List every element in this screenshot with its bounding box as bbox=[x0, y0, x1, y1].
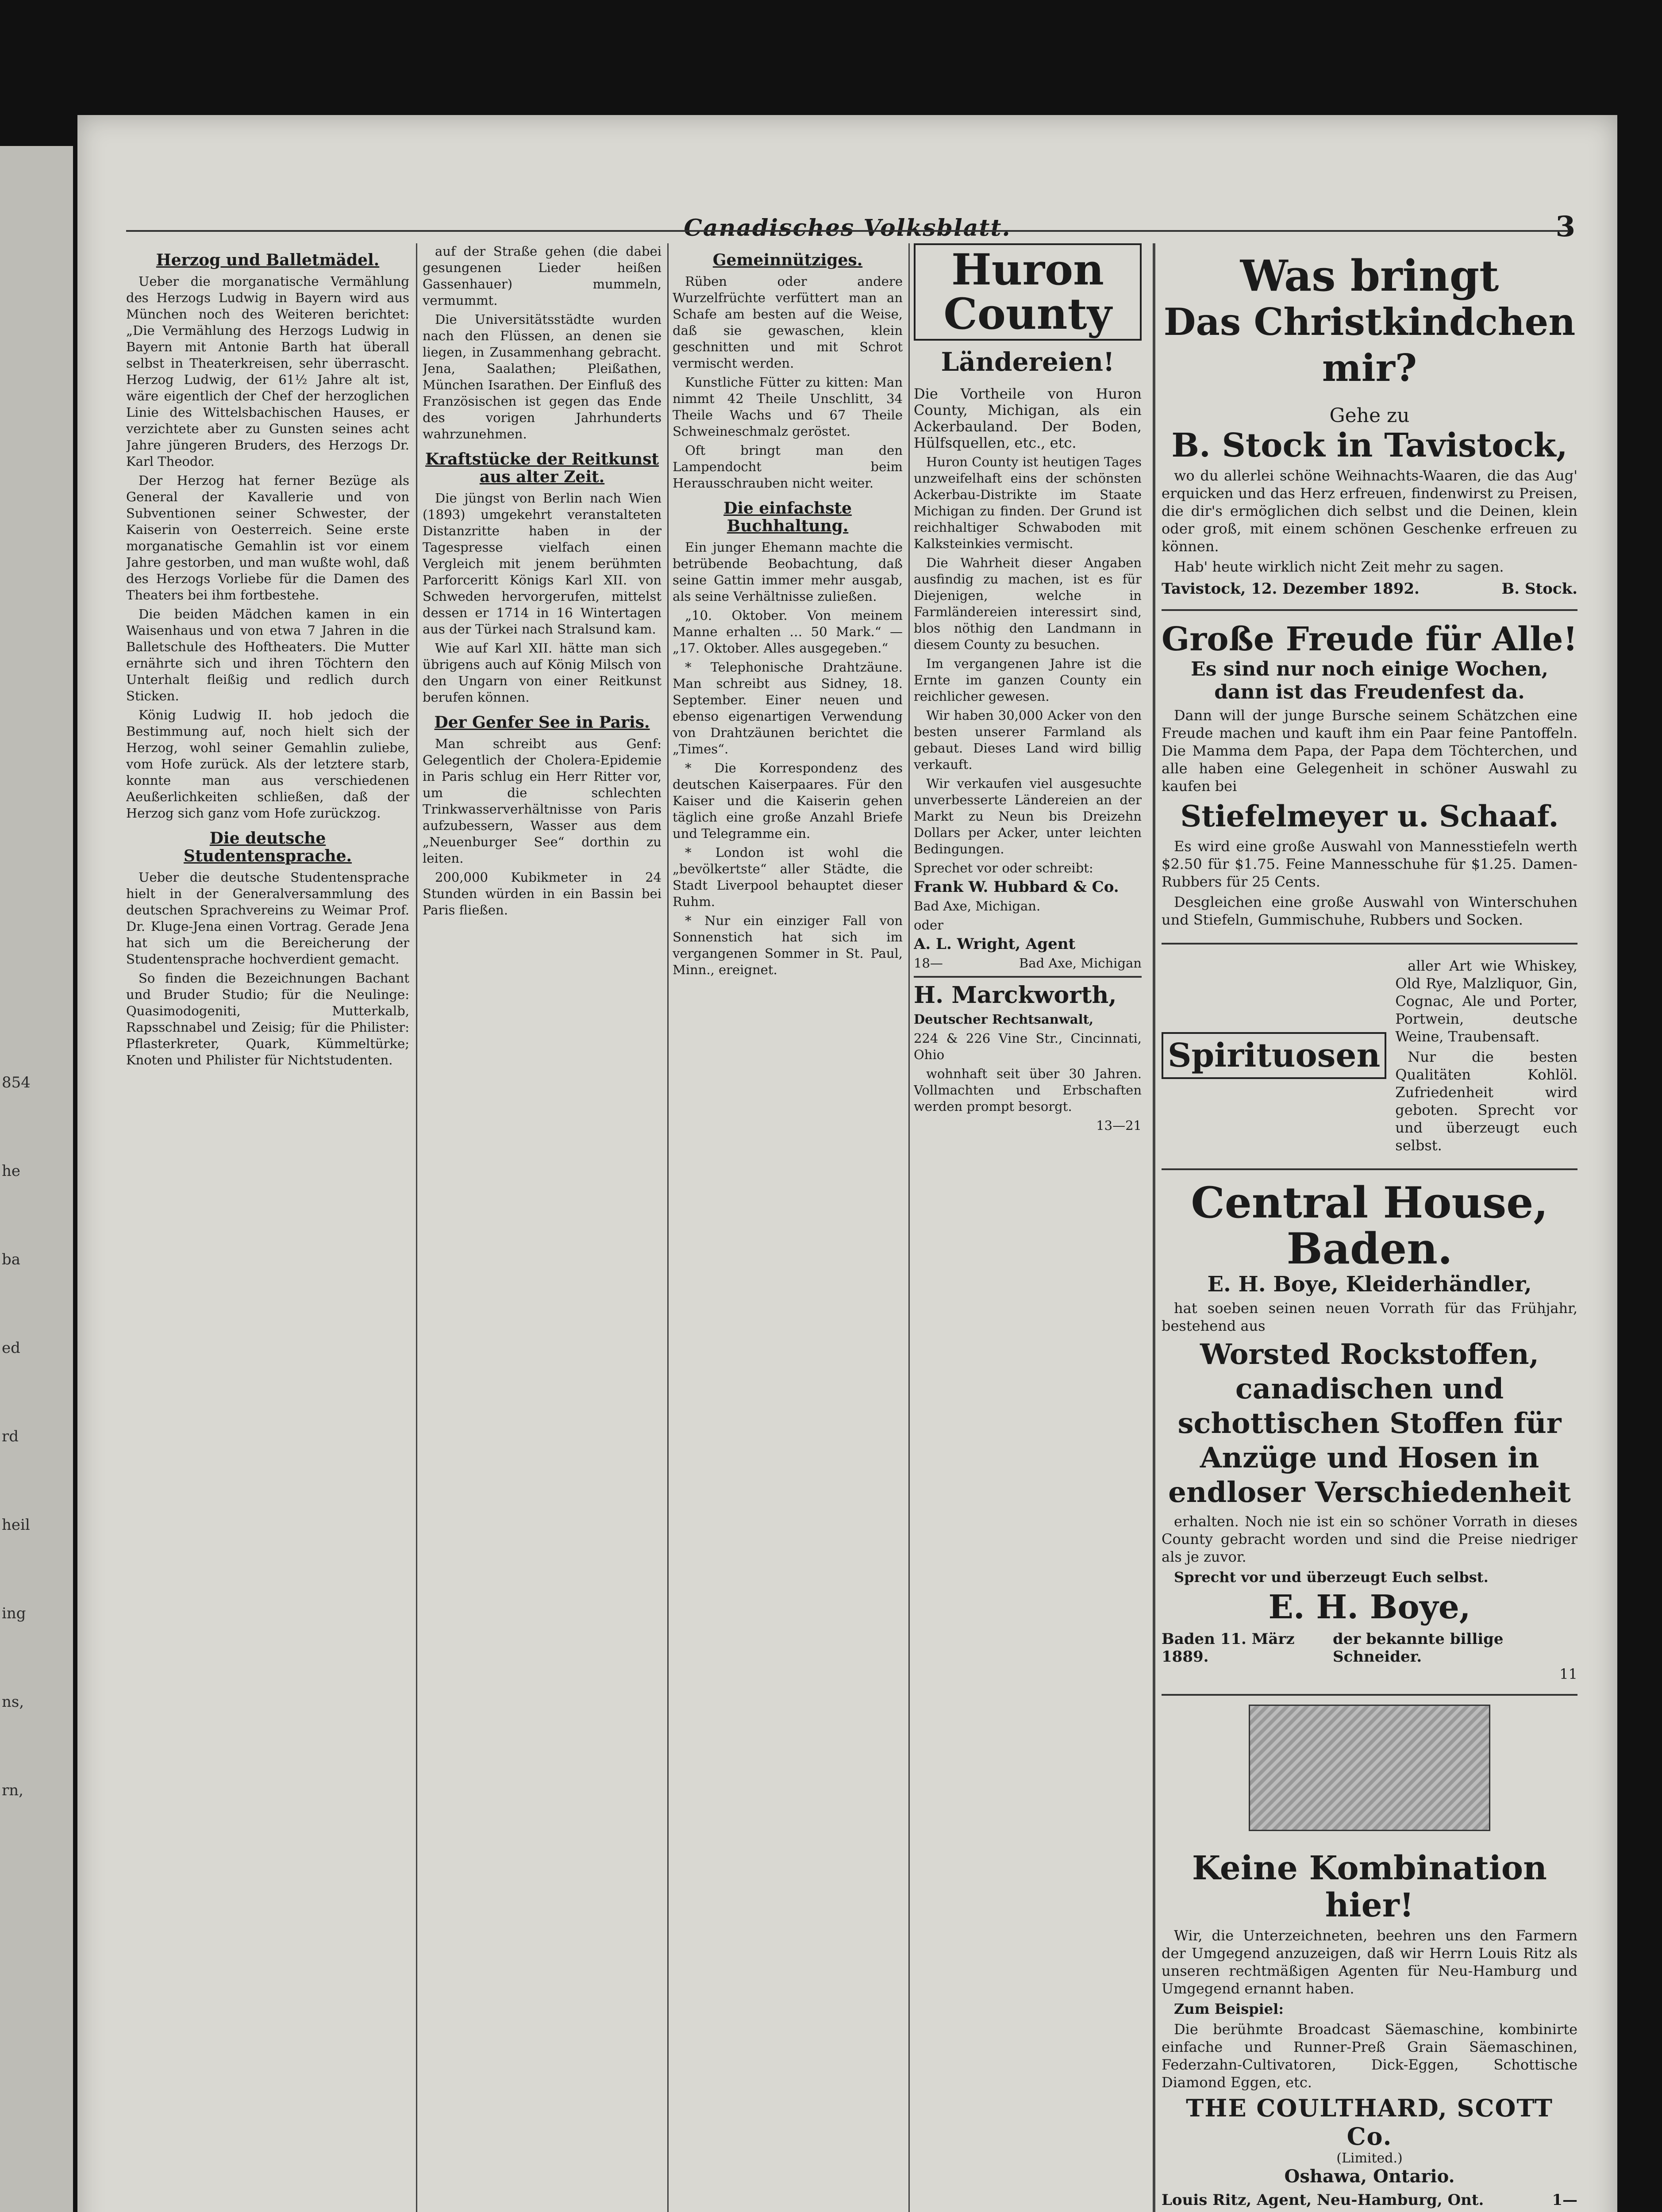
ad-place: Baden 11. März 1889. bbox=[1162, 1630, 1295, 1666]
ad-motto: Sprecht vor und überzeugt Euch selbst. bbox=[1174, 1569, 1489, 1586]
ad-spirituosen bbox=[1162, 945, 1577, 1170]
ad-headline: Keine Kombination hier! bbox=[1192, 1849, 1547, 1924]
ad-headline: Was bringt bbox=[1240, 251, 1499, 301]
ad-text: wo du allerlei schöne Weihnachts-Waaren, die das Aug' erquicken und das Herz erfreuen, findenwirst zu Preisen, die dir's ermöglichen dich selbst und die Deinen, klein oder groß, mit einem schönen Geschenke erfreuen zu können. bbox=[1162, 467, 1577, 555]
article-paragraph: Die Wahrheit dieser Angaben ausfindig zu machen, ist es für Diejenigen, welche in Farmländereien interessirt sind, blos nöthig den Landmann in diesem County zu besuchen. bbox=[914, 555, 1142, 652]
lawyer-title: Deutscher Rechtsanwalt, bbox=[914, 1012, 1094, 1027]
agent-name: A. L. Wright, Agent bbox=[914, 935, 1076, 953]
ad-number: 18— bbox=[914, 956, 943, 971]
ad-example-title: Zum Beispiel: bbox=[1174, 2001, 1284, 2017]
contact-line: Sprechet vor oder schreibt: bbox=[914, 860, 1093, 876]
agent-town: Bad Axe, Michigan. bbox=[914, 899, 1041, 914]
seed-drill-illustration bbox=[1249, 1705, 1490, 1831]
article-paragraph: Die jüngst von Berlin nach Wien (1893) umgekehrt veranstalteten Distanzritte haben in der Tagespresse vielfach einen Vergleich mit jenem berühmten Parforceritt Königs Karl XII. von Schweden hervorgerufen, mittelst dessen er 1714 in 16 Wintertagen aus der Türkei nach Stralsund kam. bbox=[423, 491, 662, 637]
ad-text: Hab' heute wirklich nicht Zeit mehr zu sagen. bbox=[1174, 558, 1504, 575]
divider bbox=[914, 976, 1142, 978]
article-paragraph: Huron County ist heutigen Tages unzweifelhaft eins der schönsten Ackerbau-Distrikte im Staate Michigan zu finden. Der Grund ist reichhaltiger Schwaboden mit Kalksteinkies vermischt. bbox=[914, 454, 1142, 551]
ad-text: erhalten. Noch nie ist ein so schöner Vorrath in dieses County gebracht worden und sind die Preise niedriger als je zuvor. bbox=[1162, 1513, 1577, 1565]
ad-stiefelmeyer bbox=[1162, 611, 1577, 945]
column-5-ads bbox=[1162, 243, 1577, 2212]
ad-number: 11 bbox=[1559, 1666, 1577, 1682]
ad-signature-row bbox=[1162, 1630, 1577, 1666]
ad-number: 13—21 bbox=[1096, 1118, 1142, 1133]
ad-text: Desgleichen eine große Auswahl von Winterschuhen und Stiefeln, Gummischuhe, Rubbers und Socken. bbox=[1162, 894, 1577, 928]
ad-body bbox=[1395, 954, 1577, 1157]
article-title: Der Genfer See in Paris. bbox=[434, 713, 650, 732]
agent-town: Bad Axe, Michigan bbox=[1019, 956, 1142, 971]
ad-headline: Huron County bbox=[914, 243, 1142, 341]
ad-headline: Spirituosen bbox=[1162, 1032, 1386, 1079]
lawyer-name: H. Marckworth, bbox=[914, 982, 1117, 1009]
article-title: Gemeinnütziges. bbox=[712, 251, 863, 269]
article-paragraph: 200,000 Kubikmeter in 24 Stunden würden in ein Bassin bei Paris fließen. bbox=[423, 870, 662, 918]
article-title: Die deutsche Studentensprache. bbox=[183, 829, 352, 865]
ad-store: B. Stock in Tavistock, bbox=[1171, 426, 1568, 465]
article-paragraph: Man schreibt aus Genf: Gelegentlich der Cholera-Epidemie in Paris schlug ein Herr Ritter vor, um die schlechten Trinkwasserverhältnisse von Paris aufzubessern, Wasser aus dem „Neuenburger See“ dorthin zu leiten. bbox=[423, 736, 662, 866]
ad-headline: Central House, Baden. bbox=[1191, 1178, 1548, 1274]
article-paragraph: Wir haben 30,000 Acker von den besten unserer Farmland als gebaut. Dieses Land wird billig verkauft. bbox=[914, 708, 1142, 772]
article-title: Kraftstücke der Reitkunst aus alter Zeit. bbox=[425, 450, 659, 486]
article-paragraph: auf der Straße gehen (die dabei gesungenen Lieder heißen Gassenhauer) mummeln, vermummt. bbox=[423, 244, 662, 308]
article-paragraph: Ein junger Ehemann machte die betrübende Beobachtung, daß seine Gattin immer mehr ausgab, als seine Verhältnisse zuließen. bbox=[673, 540, 903, 604]
ad-date: Tavistock, 12. Dezember 1892. bbox=[1162, 580, 1420, 598]
header-rule bbox=[126, 230, 1569, 232]
article-paragraph: König Ludwig II. hob jedoch die Bestimmung auf, noch hielt sich der Herzog, wohl seiner Gemahlin zuliebe, vom Hofe zurück. Als der letztere starb, konnte man aus verschiedenen Aeußerlichkeiten schließen, daß der Herzog sich ganz vom Hofe zurückzog. bbox=[126, 707, 409, 821]
ad-headline: Das Christkindchen mir? bbox=[1163, 300, 1576, 390]
ad-tagline: der bekannte billige Schneider. bbox=[1332, 1630, 1504, 1666]
margin-fragment: ed bbox=[2, 1339, 20, 1357]
column-2 bbox=[423, 243, 662, 2212]
article-paragraph: Im vergangenen Jahre ist die Ernte im ganzen County ein reichlicher gewesen. bbox=[914, 656, 1142, 704]
article-paragraph: Wie auf Karl XII. hätte man sich übrigens auch auf König Milsch von den Ungarn von einer Reitkunst berufen können. bbox=[423, 641, 662, 705]
ad-coulthard bbox=[1162, 1840, 1577, 2212]
article-paragraph: * Nur ein einziger Fall von Sonnenstich hat sich im vergangenen Sommer in St. Paul, Minn., ereignet. bbox=[673, 913, 903, 977]
article-paragraph: Wir verkaufen viel ausgesuchte unverbesserte Ländereien an der Markt zu Neun bis Dreizehn Dollars per Acker, unter leichten Bedingungen. bbox=[914, 776, 1142, 856]
article-paragraph: So finden die Bezeichnungen Bachant und Bruder Studio; für die Neulinge: Quasimodogeniti, Mutterkalb, Rapsschnabel und Zeisig; für die Philister: Pflasterkreter, Quark, Kümmeltürke; Knoten und Philister für Nichtstudenten. bbox=[126, 971, 409, 1068]
ad-text: Die berühmte Broadcast Säemaschine, kombinirte einfache und Runner-Preß Grain Säemaschinen, Federzahn-Cultivatoren, Dick-Eggen, Schottische Diamond Eggen, etc. bbox=[1162, 2021, 1577, 2091]
ad-text: Es wird eine große Auswahl von Mannesstiefeln werth $2.50 für $1.75. Feine Mannesschuhe für $1.25. Damen-Rubbers für 25 Cents. bbox=[1162, 838, 1577, 890]
newspaper-page bbox=[77, 115, 1617, 2212]
ad-subheadline: Es sind nur noch einige Wochen, dann ist das Freudenfest da. bbox=[1191, 658, 1548, 703]
margin-fragment: ing bbox=[2, 1605, 26, 1622]
ad-goods: Worsted Rockstoffen, canadischen und schottischen Stoffen für Anzüge und Hosen in endloser Verschiedenheit bbox=[1168, 1338, 1571, 1509]
article-paragraph: Ueber die deutsche Studentensprache hielt in der Generalversammlung des deutschen Sprachvereins zu Weimar Prof. Dr. Kluge-Jena einen Vortrag. Gerade Jena hat sich um die Bereicherung der Studentensprache hochverdient gemacht. bbox=[126, 870, 409, 967]
ad-text: Dann will der junge Bursche seinem Schätzchen eine Freude machen und kauft ihm ein Paar feine Pantoffeln. Die Mamma dem Papa, der Papa dem Töchterchen, und alle haben eine Gelegenheit in schöner Auswahl zu kaufen bei bbox=[1162, 707, 1577, 795]
company-name: THE COULTHARD, SCOTT Co. bbox=[1186, 2094, 1553, 2151]
margin-fragment: rn, bbox=[2, 1782, 23, 1799]
masthead: Canadisches Volksblatt. bbox=[684, 215, 1011, 242]
article-title: Herzog und Balletmädel. bbox=[156, 251, 380, 269]
agent-line: Louis Ritz, Agent, Neu-Hamburg, Ont. bbox=[1162, 2191, 1484, 2209]
ad-text: Wir, die Unterzeichneten, beehren uns den Farmern der Umgegend anzuzeigen, daß wir Herrn Louis Ritz als unseren rechtmäßigen Agenten für Neu-Hamburg und Umgegend ernannt haben. bbox=[1162, 1927, 1577, 1997]
ad-owner: E. H. Boye, Kleiderhändler, bbox=[1207, 1272, 1532, 1297]
ad-signature: E. H. Boye, bbox=[1268, 1588, 1471, 1626]
ad-signature-row bbox=[1162, 580, 1577, 598]
article-paragraph: Kunstliche Fütter zu kitten: Man nimmt 42 Theile Unschlitt, 34 Theile Wachs und 67 Theile Schweineschmalz geröstet. bbox=[673, 375, 903, 439]
article-paragraph: * Die Korrespondenz des deutschen Kaiserpaares. Für den Kaiser und die Kaiserin gehen täglich eine große Anzahl Briefe und Telegramme ein. bbox=[673, 760, 903, 841]
ad-intro: Die Vortheile von Huron County, Michigan, als ein Ackerbauland. Der Boden, Hülfsquellen, etc., etc. bbox=[914, 385, 1142, 451]
article-paragraph: * London ist wohl die „bevölkertste“ aller Städte, die Stadt Liverpool behauptet dieser Ruhm. bbox=[673, 845, 903, 909]
article-paragraph: Rüben oder andere Wurzelfrüchte verfüttert man an Schafe am besten auf die Weise, daß sie gewaschen, klein geschnitten und mit Schrot vermischt werden. bbox=[673, 274, 903, 371]
margin-fragment: 854 bbox=[2, 1074, 31, 1091]
margin-fragment: rd bbox=[2, 1428, 19, 1445]
ad-text: Nur die besten Qualitäten Kohlöl. Zufriedenheit wird geboten. Sprecht vor und überzeugt euch selbst. bbox=[1395, 1048, 1577, 1154]
column-3 bbox=[673, 243, 903, 2212]
lawyer-address: 224 & 226 Vine Str., Cincinnati, Ohio bbox=[914, 1031, 1142, 1062]
ad-central-house bbox=[1162, 1170, 1577, 1696]
or-text: oder bbox=[914, 918, 944, 933]
ad-text: aller Art wie Whiskey, Old Rye, Malzliquor, Gin, Cognac, Ale und Porter, Portwein, deutsche Weine, Traubensaft. bbox=[1395, 957, 1577, 1045]
article-paragraph: Oft bringt man den Lampendocht beim Herausschrauben nicht weiter. bbox=[673, 443, 903, 491]
article-paragraph: * Telephonische Drahtzäune. Man schreibt aus Sidney, 18. September. Einer neuen und ebenso eigenartigen Verwendung von Drahtzäunen berichtet die „Times“. bbox=[673, 660, 903, 757]
agent-name: Frank W. Hubbard & Co. bbox=[914, 878, 1119, 896]
company-limited: (Limited.) bbox=[1336, 2151, 1403, 2166]
page-number: 3 bbox=[1555, 210, 1575, 243]
agent-footer bbox=[914, 955, 1142, 972]
article-paragraph: „10. Oktober. Von meinem Manne erhalten … 50 Mark.“ — „17. Oktober. Alles ausgegeben.“ bbox=[673, 608, 903, 656]
column-rule bbox=[908, 243, 910, 2212]
column-rule bbox=[416, 243, 417, 2212]
ad-firm: Stiefelmeyer u. Schaaf. bbox=[1180, 799, 1559, 833]
article-paragraph: Die beiden Mädchen kamen in ein Waisenhaus und von etwa 7 Jahren in die Balletschule des Hoftheaters. Die Mutter ernährte sich und ihren Töchtern den Unterhalt fleißig und redlich durch Sticken. bbox=[126, 607, 409, 703]
ad-text: hat soeben seinen neuen Vorrath für das Frühjahr, bestehend aus bbox=[1162, 1300, 1577, 1334]
agent-row bbox=[1162, 2191, 1577, 2209]
column-1 bbox=[126, 243, 409, 2212]
ad-stock bbox=[1162, 243, 1577, 611]
margin-fragment: ns, bbox=[2, 1693, 24, 1711]
column-rule bbox=[1153, 243, 1155, 2212]
previous-page-edge bbox=[0, 146, 73, 2212]
ad-number: 1— bbox=[1552, 2191, 1577, 2209]
article-paragraph: Die Universitätsstädte wurden nach den Flüssen, an denen sie liegen, in Zusammenhang gebracht. Jena, Saalathen; Pleißathen, München Isarathen. Der Einfluß des Französischen ist gegen das Ende des vorigen Jahrhunderts wahrzunehmen. bbox=[423, 312, 662, 442]
article-paragraph: Der Herzog hat ferner Bezüge als General der Kavallerie und von Subventionen seiner Schwester, der Kaiserin von Oesterreich. Seine erste morganatische Gemahlin ist vor einem Jahre gestorben, und man wußte wohl, daß des Herzogs Vorliebe für die Damen des Theaters bei ihm fortbestehe. bbox=[126, 473, 409, 603]
column-4 bbox=[914, 243, 1142, 2212]
ad-signature: B. Stock. bbox=[1501, 580, 1577, 598]
column-rule bbox=[667, 243, 669, 2212]
article-paragraph: Ueber die morganatische Vermählung des Herzogs Ludwig in Bayern wird aus München noch des Weiteren berichtet: „Die Vermählung des Herzogs Ludwig in Bayern mit Antonie Barth hat überall selbst in Theaterkreisen, sehr überrascht. Herzog Ludwig, der 61½ Jahre alt ist, wäre eigentlich der Chef der herzoglichen Linie des Wittelsbachischen Hauses, er verzichtete aber zu Gunsten seines acht Jahre jüngeren Bruders, des Herzogs Dr. Karl Theodor. bbox=[126, 274, 409, 469]
ad-subheadline: Ländereien! bbox=[941, 347, 1115, 377]
article-title: Die einfachste Buchhaltung. bbox=[723, 499, 852, 535]
ad-goto: Gehe zu bbox=[1329, 404, 1410, 427]
margin-fragment: heil bbox=[2, 1516, 30, 1534]
margin-fragment: ba bbox=[2, 1251, 21, 1268]
company-city: Oshawa, Ontario. bbox=[1284, 2166, 1455, 2187]
lawyer-text: wohnhaft seit über 30 Jahren. Vollmachten und Erbschaften werden prompt besorgt. bbox=[914, 1066, 1142, 1114]
ad-headline: Große Freude für Alle! bbox=[1162, 620, 1577, 658]
margin-fragment: he bbox=[2, 1162, 21, 1180]
